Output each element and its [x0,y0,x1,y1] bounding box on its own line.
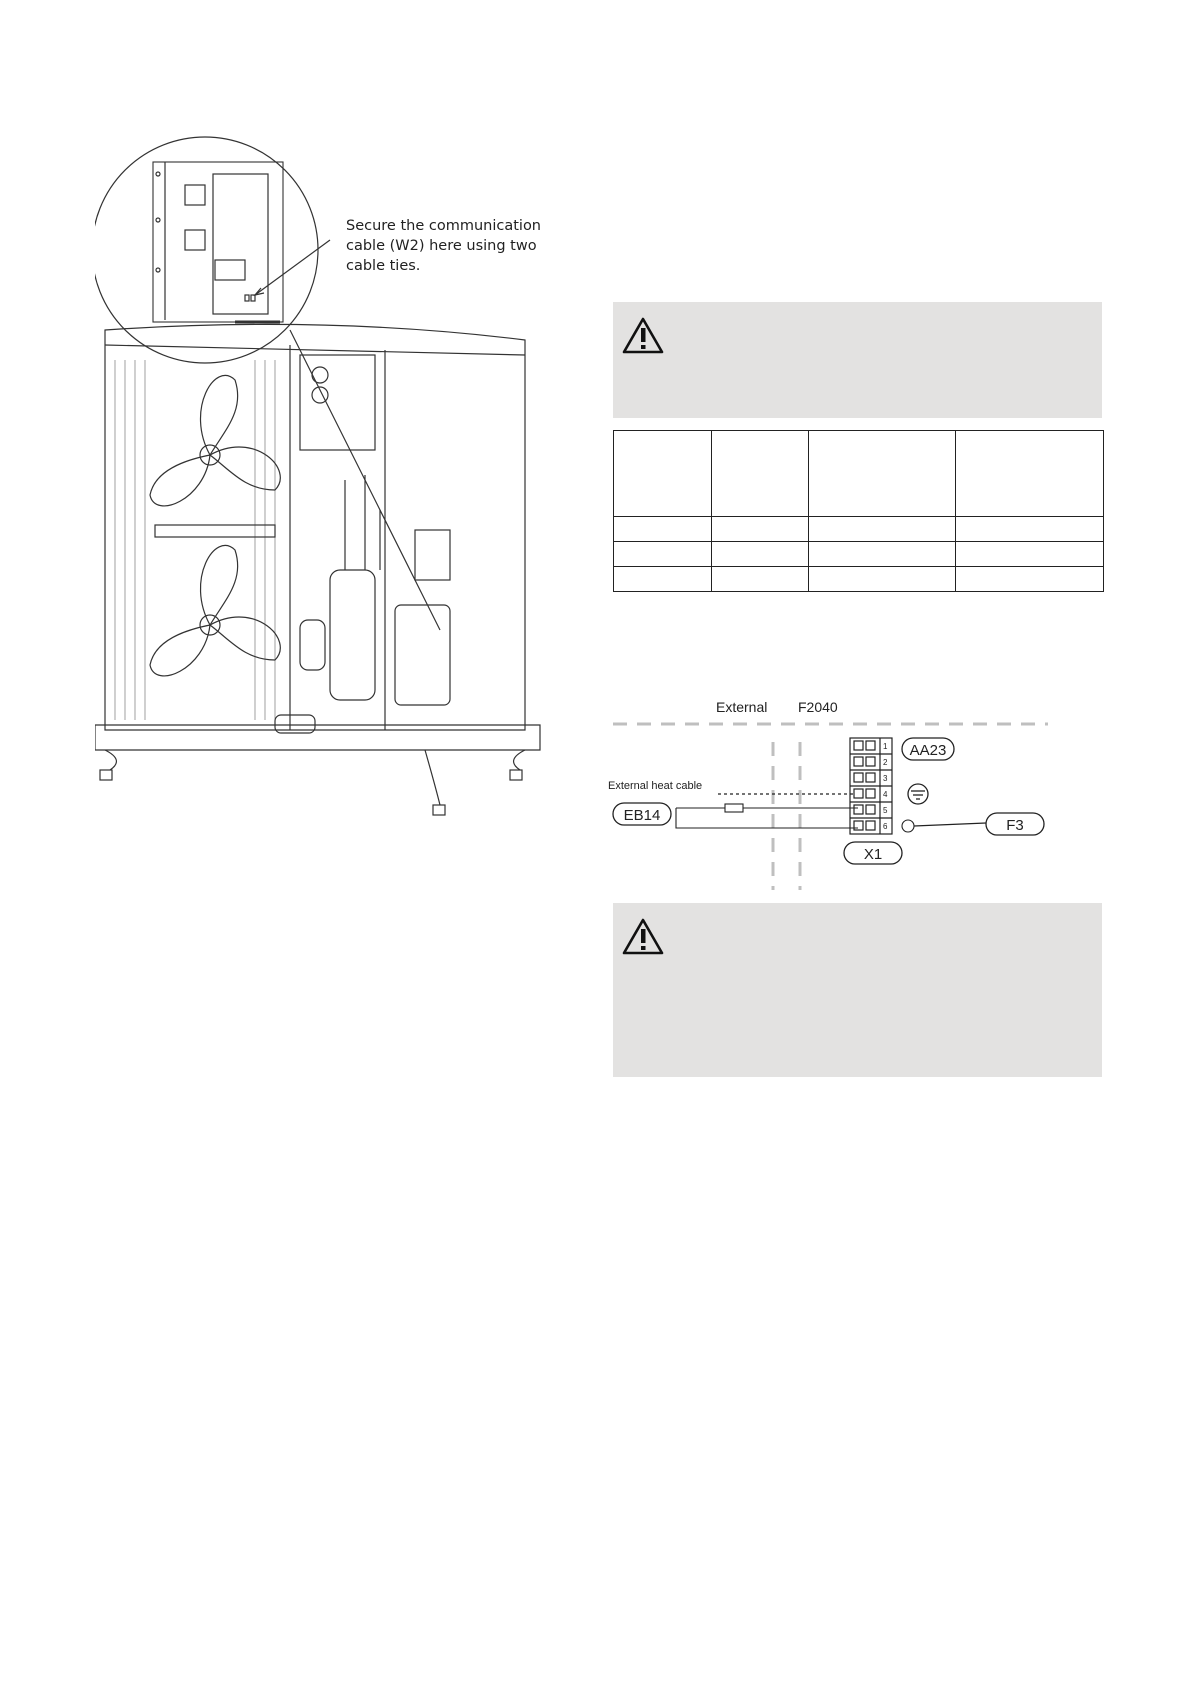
table-cell [809,567,956,592]
table-cell [712,517,809,542]
terminal-number: 5 [883,806,888,815]
table-cell [956,517,1104,542]
table-row [614,517,1104,542]
spec-table [613,430,1104,592]
table-header-cell [614,431,712,517]
table-row [614,542,1104,567]
label-eb14: EB14 [623,807,661,824]
callout-line-1: Secure the communication [346,218,541,234]
table-header-cell [712,431,809,517]
label-x1: X1 [863,846,883,863]
table-cell [956,542,1104,567]
wiring-diagram [608,700,1068,890]
table-cell [809,542,956,567]
table-cell [614,517,712,542]
fan-upper [150,375,280,505]
table-cell [712,567,809,592]
label-external-heat-cable: External heat cable [608,780,703,792]
callout-line-3: cable ties. [346,258,421,274]
table-cell [614,567,712,592]
ground-symbol-icon [908,784,928,804]
label-f3: F3 [1006,817,1024,834]
zone-label-f2040: F2040 [798,700,838,715]
terminal-number: 4 [883,790,888,799]
table-header-cell [809,431,956,517]
terminal-number: 3 [883,774,888,783]
terminal-number: 6 [883,822,888,831]
warning-triangle-icon [621,917,665,957]
cable-tie-callout [346,216,561,276]
terminal-number: 1 [883,742,888,751]
zone-label-external: External [716,700,768,715]
warning-box-top [613,302,1102,418]
fan-lower [150,545,280,675]
table-header-row [614,431,1104,517]
terminal-number: 2 [883,758,888,767]
warning-box-bottom [613,903,1102,1077]
table-header-cell [956,431,1104,517]
table-cell [956,567,1104,592]
table-cell [712,542,809,567]
terminal-block-x1 [850,738,892,834]
table-row [614,567,1104,592]
warning-triangle-icon [621,316,665,356]
callout-line-2: cable (W2) here using two [346,238,537,254]
table-cell [809,517,956,542]
table-cell [614,542,712,567]
label-aa23: AA23 [909,742,947,759]
